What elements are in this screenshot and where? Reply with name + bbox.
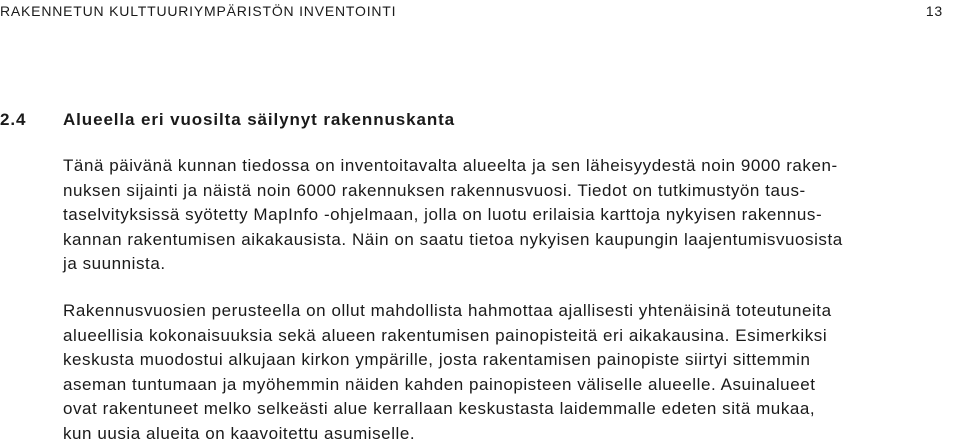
section-number: 2.4 <box>0 110 63 130</box>
section-heading <box>0 110 455 130</box>
page-number: 13 <box>926 3 943 19</box>
section-title: Alueella eri vuosilta säilynyt rakennuskanta <box>63 110 455 129</box>
body-paragraph-1 <box>63 154 960 277</box>
paragraph-line: Rakennusvuosien perusteella on ollut mahdollista hahmottaa ajallisesti yhtenäisinä toteutuneita <box>63 299 960 324</box>
paragraph-line: ovat rakentuneet melko selkeästi alue kerrallaan keskustasta laidemmalle edeten sitä mukaa, <box>63 397 960 422</box>
paragraph-line: ja suunnista. <box>63 252 960 277</box>
paragraph-line: alueellisia kokonaisuuksia sekä alueen rakentumisen painopisteitä eri aikakausina. Esimerkiksi <box>63 324 960 349</box>
paragraph-line: keskusta muodostui alkujaan kirkon ympärille, josta rakentamisen painopiste siirtyi sittemmin <box>63 348 960 373</box>
paragraph-line: Tänä päivänä kunnan tiedossa on inventoitavalta alueelta ja sen läheisyydestä noin 9000 raken- <box>63 154 960 179</box>
running-header: RAKENNETUN KULTTUURIYMPÄRISTÖN INVENTOINTI <box>0 3 396 19</box>
paragraph-line: nuksen sijainti ja näistä noin 6000 rakennuksen rakennusvuosi. Tiedot on tutkimustyön taus- <box>63 179 960 204</box>
paragraph-line: taselvityksissä syötetty MapInfo -ohjelmaan, jolla on luotu erilaisia karttoja nykyisen rakennus- <box>63 203 960 228</box>
paragraph-line: aseman tuntumaan ja myöhemmin näiden kahden painopisteen väliselle alueelle. Asuinalueet <box>63 373 960 398</box>
body-paragraph-2 <box>63 299 960 446</box>
paragraph-line: kun uusia alueita on kaavoitettu asumiselle. <box>63 422 960 446</box>
paragraph-line: kannan rakentumisen aikakausista. Näin on saatu tietoa nykyisen kaupungin laajentumisvuosista <box>63 228 960 253</box>
